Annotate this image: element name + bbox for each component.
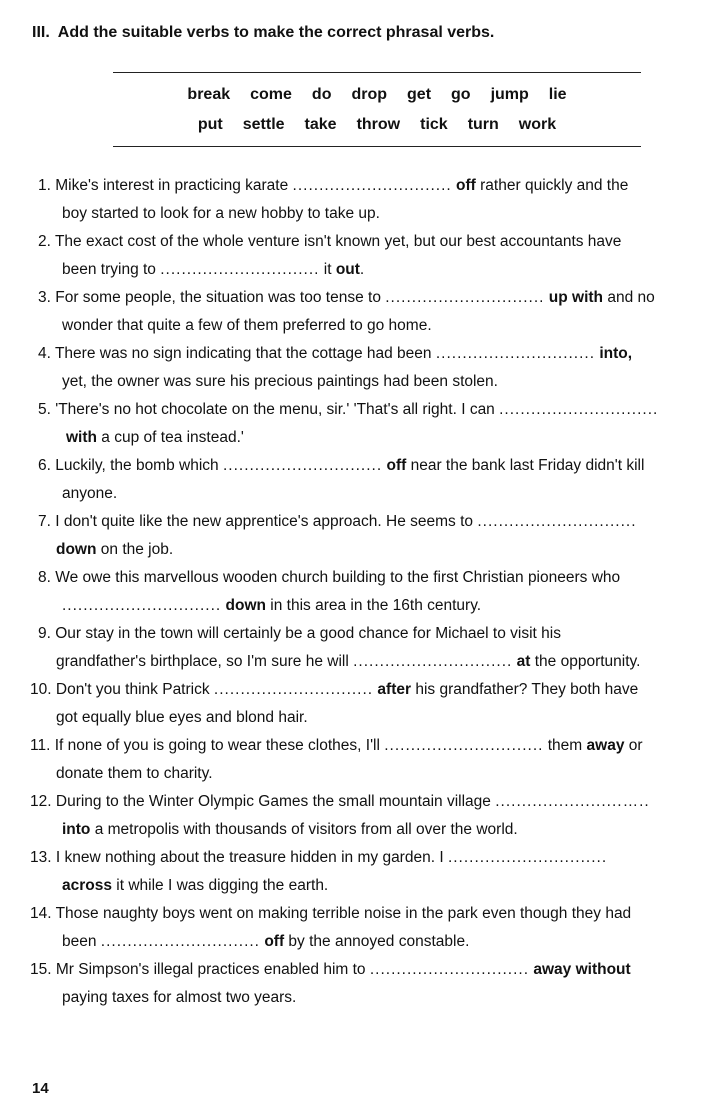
sentence-text: the opportunity. <box>530 653 641 670</box>
word-option: come <box>250 86 292 103</box>
word-option: take <box>304 116 337 133</box>
word-option: turn <box>467 116 499 133</box>
item-number: 12. <box>30 793 52 810</box>
sentence-text: it <box>319 261 336 278</box>
particle: into <box>62 821 91 838</box>
word-option: settle <box>242 116 285 133</box>
item-number: 13. <box>30 849 52 866</box>
sentence-text: boy started to look for a new hobby to take up. <box>62 205 380 222</box>
sentence-text: wonder that quite a few of them preferred to go home. <box>62 317 432 334</box>
word-option: tick <box>420 116 448 133</box>
sentence-text: a metropolis with thousands of visitors from all over the world. <box>90 821 518 838</box>
item-number: 15. <box>30 961 52 978</box>
answer-blank[interactable]: .............................. <box>385 289 545 306</box>
particle: across <box>62 877 112 894</box>
sentence-text: paying taxes for almost two years. <box>62 989 297 1006</box>
item-number: 8. <box>38 569 51 586</box>
item-number: 1. <box>38 177 51 194</box>
sentence-text: Mike's interest in practicing karate <box>55 177 293 194</box>
sentence-text: For some people, the situation was too tense to <box>55 289 386 306</box>
item-number: 2. <box>38 233 51 250</box>
particle: at <box>516 653 531 670</box>
word-option: work <box>518 116 557 133</box>
answer-blank[interactable]: ........................….. <box>495 793 650 810</box>
sentence-text: . <box>359 261 365 278</box>
word-box-row-1 <box>113 86 641 104</box>
word-option: do <box>311 86 332 103</box>
sentence-text: it while I was digging the earth. <box>111 877 329 894</box>
answer-blank[interactable]: .............................. <box>477 513 637 530</box>
word-option: get <box>407 86 432 103</box>
sentence-text: Luckily, the bomb which <box>55 457 223 474</box>
sentence-text: or <box>624 737 643 754</box>
item-number: 5. <box>38 401 51 418</box>
answer-blank[interactable]: .............................. <box>100 933 260 950</box>
particle: off <box>456 177 476 194</box>
sentence-text: anyone. <box>62 485 118 502</box>
sentence-text: grandfather's birthplace, so I'm sure he will <box>56 653 354 670</box>
word-option: break <box>187 86 231 103</box>
answer-blank[interactable]: .............................. <box>447 849 608 866</box>
word-option: lie <box>548 86 567 103</box>
sentence-text: near the bank last Friday didn't kill <box>406 457 645 474</box>
particle: with <box>66 429 97 446</box>
particle: away without <box>533 961 631 978</box>
sentence-text: I don't quite like the new apprentice's approach. He seems to <box>55 513 478 530</box>
exercise-number: III. <box>32 24 50 41</box>
sentence-text: During to the Winter Olympic Games the small mountain village <box>55 793 496 810</box>
answer-blank[interactable]: .............................. <box>62 597 222 614</box>
sentence-text: by the annoyed constable. <box>284 933 470 950</box>
item-number: 11. <box>30 737 51 754</box>
answer-blank[interactable]: .............................. <box>384 737 544 754</box>
answer-blank[interactable]: .............................. <box>435 345 596 362</box>
sentence-text: on the job. <box>96 541 174 558</box>
item-number: 4. <box>38 345 51 362</box>
sentence-text: The exact cost of the whole venture isn't known yet, but our best accountants have <box>54 233 622 250</box>
particle: away <box>586 737 625 754</box>
particle: off <box>386 457 407 474</box>
sentence-text: donate them to charity. <box>56 765 213 782</box>
sentence-text: Don't you think Patrick <box>55 681 214 698</box>
sentence-text: been trying to <box>62 261 161 278</box>
word-option: jump <box>490 86 529 103</box>
word-box-row-2 <box>113 116 641 134</box>
particle: down <box>56 541 97 558</box>
sentence-text: There was no sign indicating that the cottage had been <box>54 345 436 362</box>
answer-blank[interactable]: .............................. <box>369 961 530 978</box>
item-number: 14. <box>30 905 52 922</box>
sentence-text: been <box>62 933 101 950</box>
item-number: 6. <box>38 457 51 474</box>
sentence-text: Our stay in the town will certainly be a good chance for Michael to visit his <box>55 625 561 642</box>
page-number: 14 <box>32 1080 49 1097</box>
word-box-bottom-rule <box>113 146 641 147</box>
item-number: 7. <box>38 513 51 530</box>
particle: down <box>225 597 266 614</box>
word-option: drop <box>351 86 388 103</box>
sentence-text: got equally blue eyes and blond hair. <box>56 709 308 726</box>
word-option: go <box>451 86 471 103</box>
sentence-text: If none of you is going to wear these clothes, I'll <box>54 737 385 754</box>
sentence-text: We owe this marvellous wooden church building to the first Christian pioneers who <box>55 569 621 586</box>
exercise-instruction: Add the suitable verbs to make the correct phrasal verbs. <box>57 24 495 41</box>
particle: off <box>264 933 285 950</box>
answer-blank[interactable]: .............................. <box>292 177 452 194</box>
exercise-heading <box>32 24 494 42</box>
sentence-text: and no <box>603 289 655 306</box>
answer-blank[interactable]: .............................. <box>353 653 513 670</box>
item-number: 9. <box>38 625 51 642</box>
sentence-text: 'There's no hot chocolate on the menu, sir.' 'That's all right. I can <box>55 401 500 418</box>
sentence-text: them <box>543 737 587 754</box>
sentence-text: Those naughty boys went on making terrible noise in the park even though they had <box>55 905 632 922</box>
sentence-text: yet, the owner was sure his precious paintings had been stolen. <box>62 373 498 390</box>
answer-blank[interactable]: .............................. <box>160 261 320 278</box>
answer-blank[interactable]: .............................. <box>213 681 374 698</box>
sentence-text: his grandfather? They both have <box>411 681 639 698</box>
word-option: put <box>197 116 223 133</box>
item-number: 3. <box>38 289 51 306</box>
sentence-text: in this area in the 16th century. <box>265 597 482 614</box>
answer-blank[interactable]: .............................. <box>222 457 383 474</box>
particle: into, <box>599 345 633 362</box>
sentence-text: I knew nothing about the treasure hidden in my garden. I <box>55 849 448 866</box>
sentence-text: a cup of tea instead.' <box>97 429 244 446</box>
word-option: throw <box>356 116 401 133</box>
particle: up with <box>548 289 604 306</box>
particle: after <box>377 681 412 698</box>
answer-blank[interactable]: .............................. <box>499 401 659 418</box>
sentence-text: Mr Simpson's illegal practices enabled him to <box>55 961 370 978</box>
particle: out <box>335 261 360 278</box>
sentence-text: rather quickly and the <box>475 177 629 194</box>
item-number: 10. <box>30 681 52 698</box>
word-box-top-rule <box>113 72 641 73</box>
